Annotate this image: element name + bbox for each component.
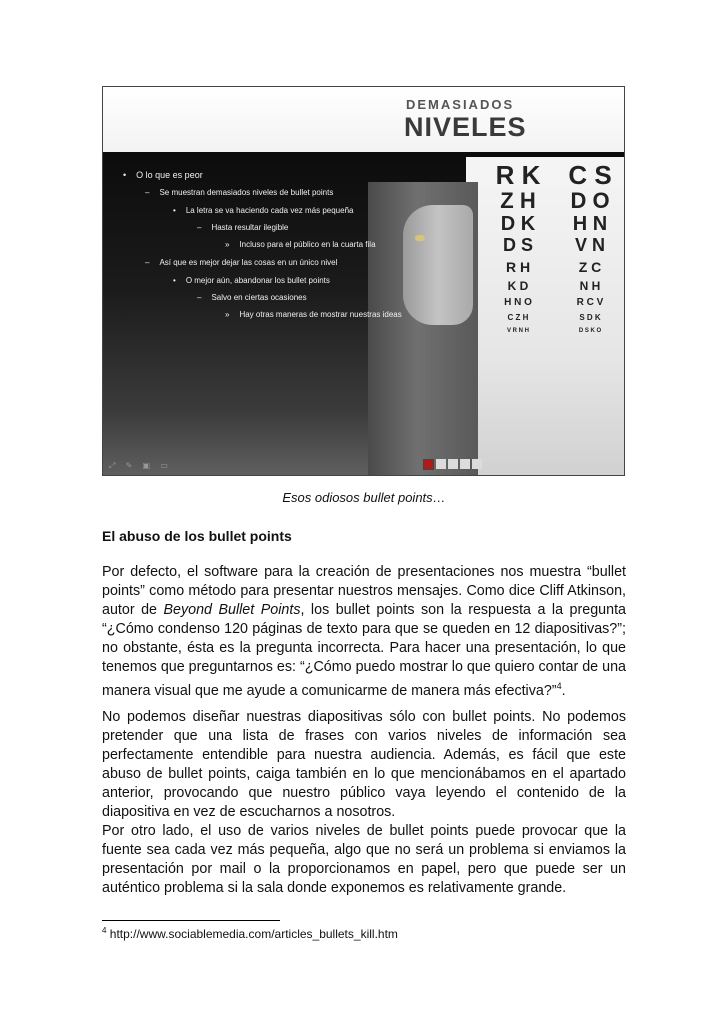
eye-chart-letters-group: N H: [579, 279, 601, 293]
bullet-text: O lo que es peor: [136, 170, 203, 180]
eye-chart-letters-group: D K: [500, 213, 536, 235]
slide-nav-box[interactable]: [436, 459, 446, 469]
eye-chart-letters-group: H N: [572, 213, 608, 235]
book-title: Beyond Bullet Points: [163, 602, 301, 618]
ring-illustration: [415, 235, 425, 241]
footnote-number: 4: [102, 926, 107, 935]
paragraph-1-end: .: [561, 682, 566, 699]
footnote-reference[interactable]: 4: [556, 681, 562, 691]
eye-chart-letters-group: Z C: [578, 259, 602, 275]
eye-chart-letters-group: R H: [505, 259, 531, 275]
slide-header-band: [103, 87, 624, 152]
bullet-text: Hasta resultar ilegible: [211, 223, 289, 232]
bullet-marker: •: [173, 206, 176, 215]
paragraph-1-text-a: Por defecto, el software para la creación de presentaciones nos muestra “bullet points” como método para presentar nuestros mensajes. Como dice Cliff Atkinson, autor de: [102, 564, 626, 618]
eye-chart-letters-group: Z H: [500, 188, 536, 213]
footnote-divider: [102, 920, 280, 921]
slide-nav-box[interactable]: [472, 459, 482, 469]
eye-chart-letters-group: D S K O: [578, 328, 602, 334]
bullet-marker: –: [145, 258, 150, 267]
bullet-text: Así que es mejor dejar las cosas en un único nivel: [159, 258, 338, 267]
hand-illustration: [403, 205, 473, 325]
bullet-text: Hay otras maneras de mostrar nuestras ideas: [239, 310, 402, 319]
bullet-text: La letra se va haciendo cada vez más pequeña: [185, 206, 354, 215]
eye-chart-letters-group: H N O: [504, 297, 532, 308]
eye-chart-letters-group: K D: [507, 279, 529, 293]
paragraph-3: Por otro lado, el uso de varios niveles de bullet points puede provocar que la fuente sea cada vez más pequeña, algo que no será un problema si enviamos la presentación por mail o la proporcionamos en papel, pero que puede ser un auténtico problema si la sala donde exponemos es relativamente grande.: [102, 823, 626, 896]
bullet-marker: –: [197, 223, 202, 232]
eye-chart-letters-group: S D K: [579, 313, 601, 322]
section-heading: El abuso de los bullet points: [102, 528, 292, 544]
bullet-text: Salvo en ciertas ocasiones: [211, 293, 307, 302]
slide-bullet-item: [197, 223, 288, 232]
slide-navigation[interactable]: [423, 459, 482, 470]
slide-bullet-item: [145, 258, 337, 267]
eye-chart-letters-group: D S: [502, 235, 533, 255]
bullet-marker: –: [197, 293, 202, 302]
eye-chart-letters-group: R K: [495, 160, 541, 190]
eye-chart-letters-group: V N: [574, 235, 605, 255]
slide-image: [102, 86, 625, 476]
footnote-url[interactable]: http://www.sociablemedia.com/articles_bullets_kill.htm: [106, 927, 398, 941]
slide-bullet-item: [173, 206, 353, 215]
slide-bullet-item: [123, 170, 203, 180]
slide-nav-box[interactable]: [460, 459, 470, 469]
eye-chart-letters-group: C Z H: [507, 313, 529, 322]
slide-bullet-item: [197, 293, 307, 302]
bullet-marker: »: [225, 310, 230, 319]
slide-nav-box[interactable]: [423, 459, 434, 470]
slide-bullet-item: [173, 276, 330, 285]
paragraph-2: No podemos diseñar nuestras diapositivas sólo con bullet points. No podemos pretender que una lista de frases con varios niveles de información sea perfectamente entendible para nuestra audiencia. Además, es fácil que este abuso de bullet points, caiga también en lo que mencionábamos en el apartado anterior, provocando que nuestro público vaya leyendo el contenido de la diapositiva en vez de escucharnos a nosotros.: [102, 709, 626, 820]
slide-bullet-item: [145, 188, 333, 197]
eye-chart-letters-group: V R N H: [506, 328, 529, 334]
eye-chart-letters-group: C S: [568, 160, 612, 190]
bullet-marker: •: [173, 276, 176, 285]
bullet-marker: »: [225, 240, 230, 249]
bullet-marker: –: [145, 188, 150, 197]
paragraph-1-text-b: , los bullet points son la respuesta a la pregunta “¿Cómo condenso 120 páginas de texto para que se queden en 12 diapositivas?”; no obstante, ésta es la pregunta incorrecta. Para hacer una presentación, lo que tenemos que preguntarnos es: “¿Cómo puedo mostrar lo que quiero contar de una manera visual que me ayude a comunicarme de manera más efectiva?”: [102, 602, 626, 699]
eye-chart-letters-group: D O: [570, 188, 610, 213]
slide-title: NIVELES: [404, 112, 527, 142]
slide-subtitle: DEMASIADOS: [406, 97, 515, 112]
slide-bullet-item: [225, 240, 376, 249]
bullet-text: O mejor aún, abandonar los bullet points: [185, 276, 330, 285]
slide-toolbar-icons[interactable]: ⤢ ✎ ▣ ▭: [109, 461, 172, 470]
figure-caption: Esos odiosos bullet points…: [282, 490, 446, 505]
slide-nav-box[interactable]: [448, 459, 458, 469]
bullet-marker: •: [123, 170, 127, 180]
eye-chart-letters-group: R C V: [576, 297, 604, 308]
slide-bullet-item: [225, 310, 402, 319]
bullet-text: Incluso para el público en la cuarta fila: [239, 240, 376, 249]
bullet-text: Se muestran demasiados niveles de bullet points: [159, 188, 334, 197]
footnote: [102, 926, 398, 941]
paragraph-1: [102, 563, 626, 701]
